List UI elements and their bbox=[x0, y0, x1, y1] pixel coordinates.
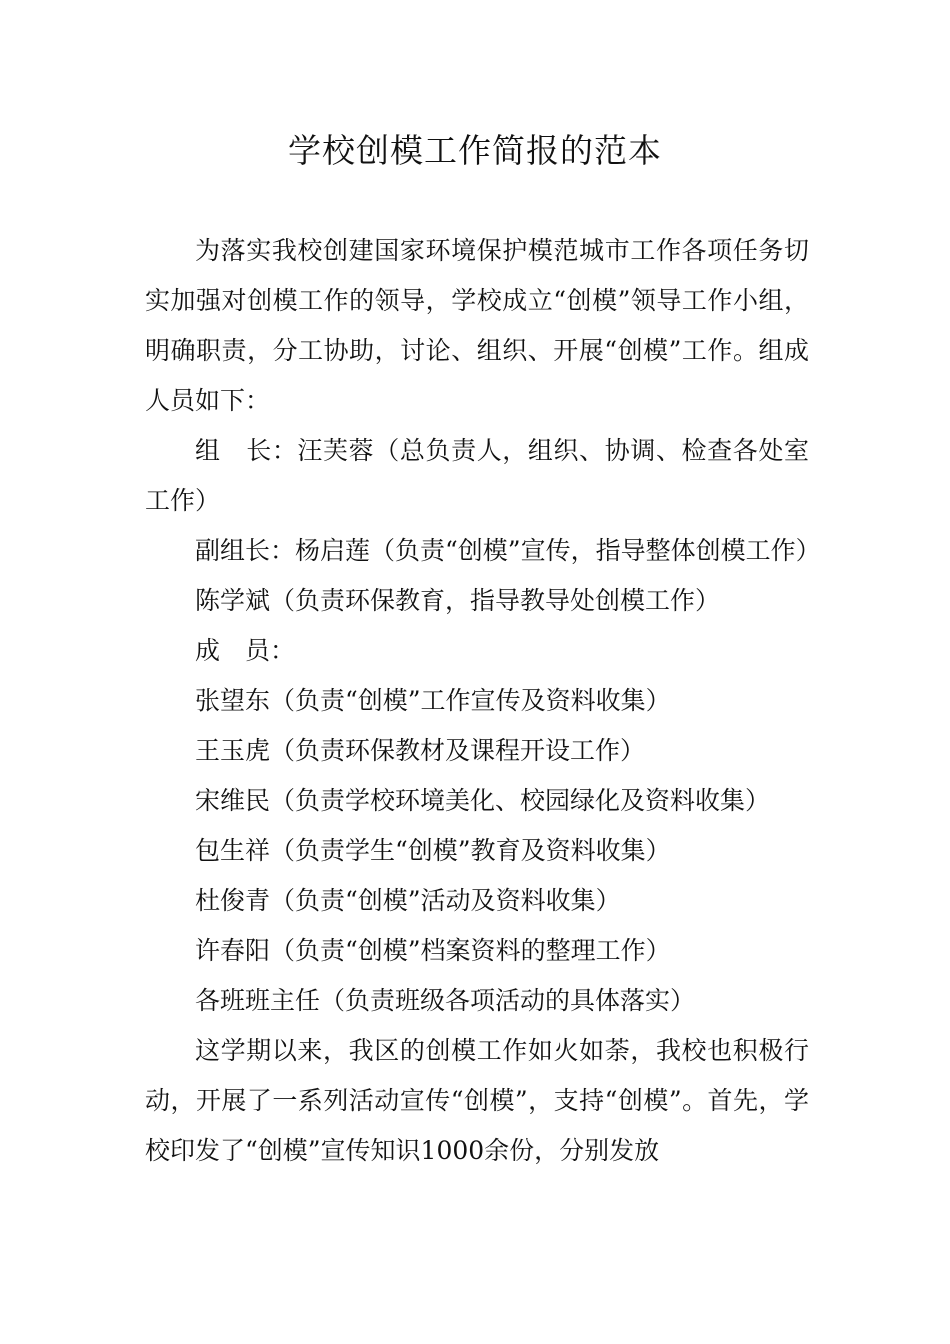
member-line: 宋维民（负责学校环境美化、校园绿化及资料收集） bbox=[195, 786, 771, 815]
intro-paragraph: 为落实我校创建国家环境保护模范城市工作各项任务切实加强对创模工作的领导，学校成立“创模”领导工作小组，明确职责，分工协助，讨论、组织、开展“创模”工作。组成人员如下： bbox=[145, 236, 809, 415]
member-line: 杜俊青（负责“创模”活动及资料收集） bbox=[195, 886, 621, 915]
members-heading: 成 员： bbox=[195, 636, 296, 665]
member-line: 陈学斌（负责环保教育，指导教导处创模工作） bbox=[195, 586, 721, 615]
document-body bbox=[145, 226, 821, 1176]
closing-paragraph: 这学期以来，我区的创模工作如火如荼，我校也积极行动，开展了一系列活动宣传“创模”，支持“创模”。首先，学校印发了“创模”宣传知识1000余份，分别发放 bbox=[145, 1036, 809, 1165]
member-line: 王玉虎（负责环保教材及课程开设工作） bbox=[195, 736, 646, 765]
member-line: 许春阳（负责“创模”档案资料的整理工作） bbox=[195, 936, 671, 965]
document-title: 学校创模工作简报的范本 bbox=[288, 131, 662, 170]
member-line: 各班班主任（负责班级各项活动的具体落实） bbox=[195, 986, 696, 1015]
leader-paragraph: 组 长：汪芙蓉（总负责人，组织、协调、检查各处室工作） bbox=[145, 436, 809, 515]
member-line: 包生祥（负责学生“创模”教育及资料收集） bbox=[195, 836, 671, 865]
deputy-leader-paragraph: 副组长：杨启莲（负责“创模”宣传，指导整体创模工作） bbox=[195, 536, 821, 565]
member-line: 张望东（负责“创模”工作宣传及资料收集） bbox=[195, 686, 671, 715]
